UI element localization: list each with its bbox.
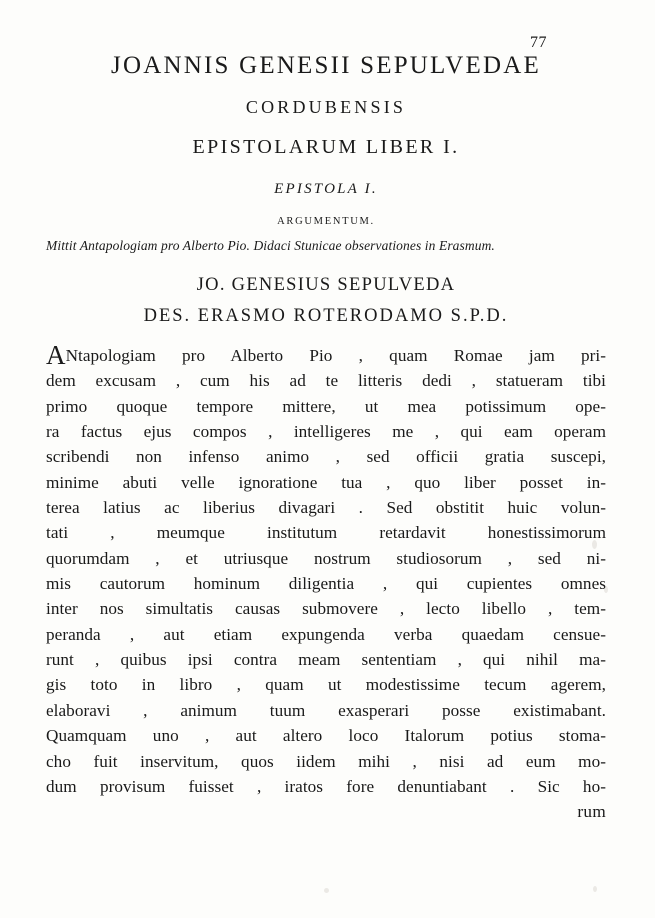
- title-author: JOANNIS GENESII SEPULVEDAE: [111, 52, 541, 79]
- body-line-text: dem excusam , cum his ad te litteris dedi , statueram tibi: [46, 371, 606, 391]
- body-line-text: inter nos simultatis causas submovere , lecto libello , tem-: [46, 599, 606, 619]
- body-line-text: primo quoque tempore mittere, ut mea potissimum ope-: [46, 396, 606, 416]
- catchword: rum: [577, 802, 606, 822]
- salutation-recipient: DES. ERASMO ROTERODAMO S.P.D.: [143, 305, 509, 326]
- body-line: [46, 470, 606, 495]
- body-line: [46, 723, 606, 748]
- body-line: [46, 571, 606, 596]
- letter-body: [46, 339, 606, 825]
- epistle-label: EPISTOLA I.: [274, 181, 378, 197]
- body-line: [46, 647, 606, 672]
- argumentum-label: ARGUMENTUM.: [277, 216, 375, 227]
- body-line: [46, 339, 606, 370]
- paper-mark: [604, 586, 608, 593]
- body-line: [46, 368, 606, 393]
- body-line: [46, 774, 606, 799]
- body-line-text: dum provisum fuisset , iratos fore denuntiabant . Sic ho-: [46, 776, 606, 796]
- body-line-text: runt , quibus ipsi contra meam sententiam , qui nihil ma-: [46, 650, 606, 670]
- body-line: [46, 444, 606, 469]
- page-number: 77: [530, 34, 547, 51]
- body-line: [46, 546, 606, 571]
- body-line-text: scribendi non infenso animo , sed officii gratia suscepi,: [46, 447, 606, 467]
- body-line: [46, 596, 606, 621]
- body-line-text: Quamquam uno , aut altero loco Italorum potius stoma-: [46, 726, 606, 746]
- body-line-text: quorumdam , et utriusque nostrum studiosorum , sed ni-: [46, 548, 606, 568]
- body-line-text: cho fuit inservitum, quos iidem mihi , nisi ad eum mo-: [46, 751, 606, 771]
- body-line: [46, 672, 606, 697]
- body-line: [46, 622, 606, 647]
- body-line: [46, 698, 606, 723]
- body-line-text: mis cautorum hominum diligentia , qui cupientes omnes: [46, 574, 606, 594]
- body-line-text: terea latius ac liberius divagari . Sed obstitit huic volun-: [46, 497, 606, 517]
- body-line-text: elaboravi , animum tuum exasperari posse existimabant.: [46, 700, 606, 720]
- argumentum-text: Mittit Antapologiam pro Alberto Pio. Didaci Stunicae observationes in Erasmum.: [46, 238, 495, 253]
- body-line: [46, 520, 606, 545]
- body-line-text: tati , meumque institutum retardavit honestissimorum: [46, 523, 606, 543]
- drop-cap: A: [46, 339, 66, 370]
- title-origin: CORDUBENSIS: [245, 97, 407, 117]
- title-work: EPISTOLARUM LIBER I.: [192, 136, 460, 158]
- paper-mark: [324, 888, 329, 893]
- body-line-text: Ntapologiam pro Alberto Pio , quam Romae jam pri-: [65, 345, 606, 365]
- body-line-text: gis toto in libro , quam ut modestissime tecum agerem,: [46, 675, 606, 695]
- body-line: [46, 394, 606, 419]
- body-line: [46, 419, 606, 444]
- body-line: [46, 495, 606, 520]
- body-line-text: minime abuti velle ignoratione tua , quo liber posset in-: [46, 472, 606, 492]
- paper-mark: [592, 540, 597, 549]
- body-line-text: peranda , aut etiam expungenda verba quaedam censue-: [46, 624, 606, 644]
- body-line: [46, 749, 606, 774]
- body-line-text: ra factus ejus compos , intelligeres me , qui eam operam: [46, 421, 606, 441]
- paper-mark: [593, 886, 597, 892]
- salutation-sender: JO. GENESIUS SEPULVEDA: [196, 274, 456, 295]
- page-content: [46, 52, 606, 825]
